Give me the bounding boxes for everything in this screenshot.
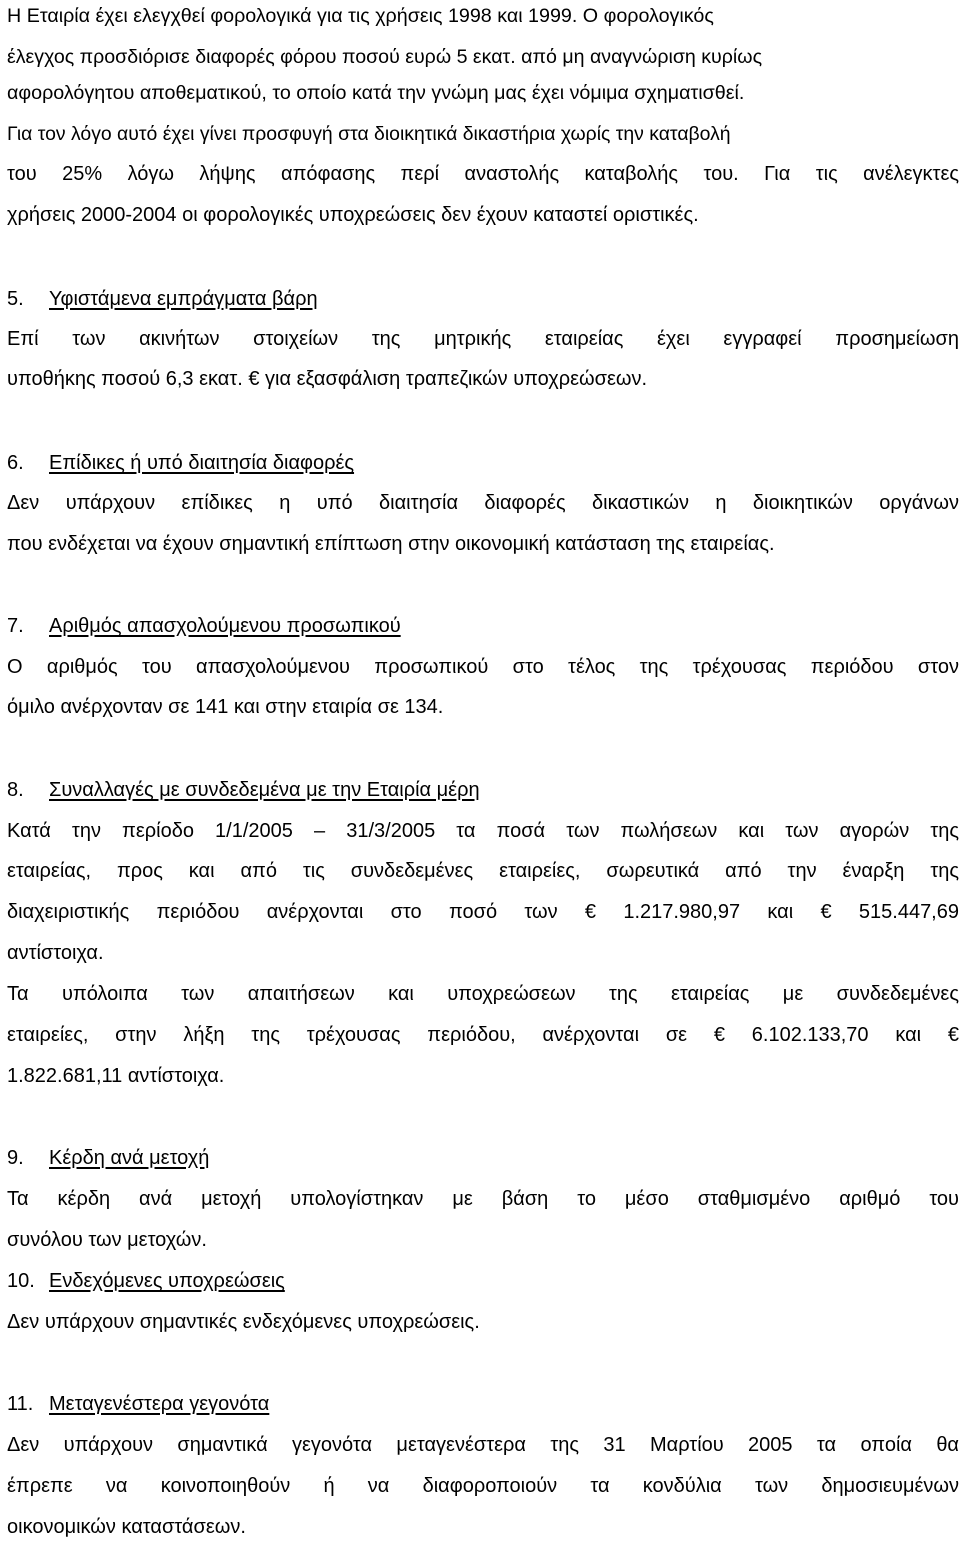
section-9-heading: [7, 1146, 959, 1170]
tax-paragraph-line: έλεγχος προσδιόρισε διαφορές φόρου ποσού ευρώ 5 εκατ. από μη αναγνώριση κυρίως: [7, 46, 763, 68]
tax-paragraph-line: του 25% λόγω λήψης απόφασης περί αναστολής καταβολής του. Για τις ανέλεγκτες: [7, 163, 959, 185]
section-title: Ενδεχόμενες υποχρεώσεις: [49, 1270, 285, 1292]
section-8-line: διαχειριστικής περιόδου ανέρχονται στο ποσό των € 1.217.980,97 και € 515.447,69: [7, 901, 959, 923]
section-number: 9.: [7, 1147, 24, 1169]
section-11-line: Δεν υπάρχουν σημαντικά γεγονότα μεταγενέστερα της 31 Μαρτίου 2005 τα οποία θα: [7, 1434, 959, 1456]
section-title: Αριθμός απασχολούμενου προσωπικού: [49, 615, 401, 637]
tax-paragraph-line: χρήσεις 2000-2004 οι φορολογικές υποχρεώσεις δεν έχουν καταστεί οριστικές.: [7, 204, 699, 226]
section-number: 7.: [7, 615, 24, 637]
section-9-line: συνόλου των μετοχών.: [7, 1229, 207, 1251]
section-10-line: Δεν υπάρχουν σημαντικές ενδεχόμενες υποχρεώσεις.: [7, 1311, 480, 1333]
section-number: 10.: [7, 1270, 35, 1292]
section-8-line: εταιρείες, στην λήξη της τρέχουσας περιόδου, ανέρχονται σε € 6.102.133,70 και €: [7, 1024, 959, 1046]
section-11-heading: [7, 1392, 959, 1416]
section-5-heading: [7, 287, 959, 311]
section-title: Υφιστάμενα εμπράγματα βάρη: [49, 288, 318, 310]
section-title: Επίδικες ή υπό διαιτησία διαφορές: [49, 452, 355, 474]
section-6-line: που ενδέχεται να έχουν σημαντική επίπτωση στην οικονομική κατάσταση της εταιρείας.: [7, 533, 775, 555]
section-8-line: Τα υπόλοιπα των απαιτήσεων και υποχρεώσεων της εταιρείας με συνδεδεμένες: [7, 983, 959, 1005]
section-8-heading: [7, 778, 959, 802]
section-6-heading: [7, 451, 959, 475]
tax-paragraph-line: Η Εταιρία έχει ελεγχθεί φορολογικά για τις χρήσεις 1998 και 1999. Ο φορολογικός: [7, 5, 714, 27]
section-number: 6.: [7, 452, 24, 474]
section-7-line: Ο αριθμός του απασχολούμενου προσωπικού στο τέλος της τρέχουσας περιόδου στον: [7, 656, 959, 678]
section-11-line: έπρεπε να κοινοποιηθούν ή να διαφοροποιούν τα κονδύλια των δημοσιευμένων: [7, 1475, 959, 1497]
section-10-heading: [7, 1269, 959, 1293]
section-11-line: οικονομικών καταστάσεων.: [7, 1516, 246, 1538]
section-9-line: Τα κέρδη ανά μετοχή υπολογίστηκαν με βάση το μέσο σταθμισμένο αριθμό του: [7, 1188, 959, 1210]
tax-paragraph-line: Για τον λόγο αυτό έχει γίνει προσφυγή στα διοικητικά δικαστήρια χωρίς την καταβολή: [7, 123, 731, 145]
section-number: 11.: [7, 1393, 34, 1415]
section-5-line: υποθήκης ποσού 6,3 εκατ. € για εξασφάλιση τραπεζικών υποχρεώσεων.: [7, 368, 648, 390]
section-8-line: Κατά την περίοδο 1/1/2005 – 31/3/2005 τα ποσά των πωλήσεων και των αγορών της: [7, 820, 959, 842]
section-title: Συναλλαγές με συνδεδεμένα με την Εταιρία μέρη: [49, 779, 480, 801]
section-number: 5.: [7, 288, 24, 310]
section-number: 8.: [7, 779, 24, 801]
section-title: Κέρδη ανά μετοχή: [49, 1147, 210, 1169]
section-8-line: 1.822.681,11 αντίστοιχα.: [7, 1065, 225, 1087]
section-7-line: όμιλο ανέρχονταν σε 141 και στην εταιρία σε 134.: [7, 696, 444, 718]
tax-paragraph-line: αφορολόγητου αποθεματικού, το οποίο κατά την γνώμη μας έχει νόμιμα σχηματισθεί.: [7, 82, 745, 104]
section-6-line: Δεν υπάρχουν επίδικες η υπό διαιτησία διαφορές δικαστικών η διοικητικών οργάνων: [7, 492, 959, 514]
section-7-heading: [7, 614, 959, 638]
section-8-line: αντίστοιχα.: [7, 942, 104, 964]
section-5-line: Επί των ακινήτων στοιχείων της μητρικής εταιρείας έχει εγγραφεί προσημείωση: [7, 328, 959, 350]
section-8-line: εταιρείας, προς και από τις συνδεδεμένες εταιρείες, σωρευτικά από την έναρξη της: [7, 860, 959, 882]
section-title: Μεταγενέστερα γεγονότα: [49, 1393, 270, 1415]
